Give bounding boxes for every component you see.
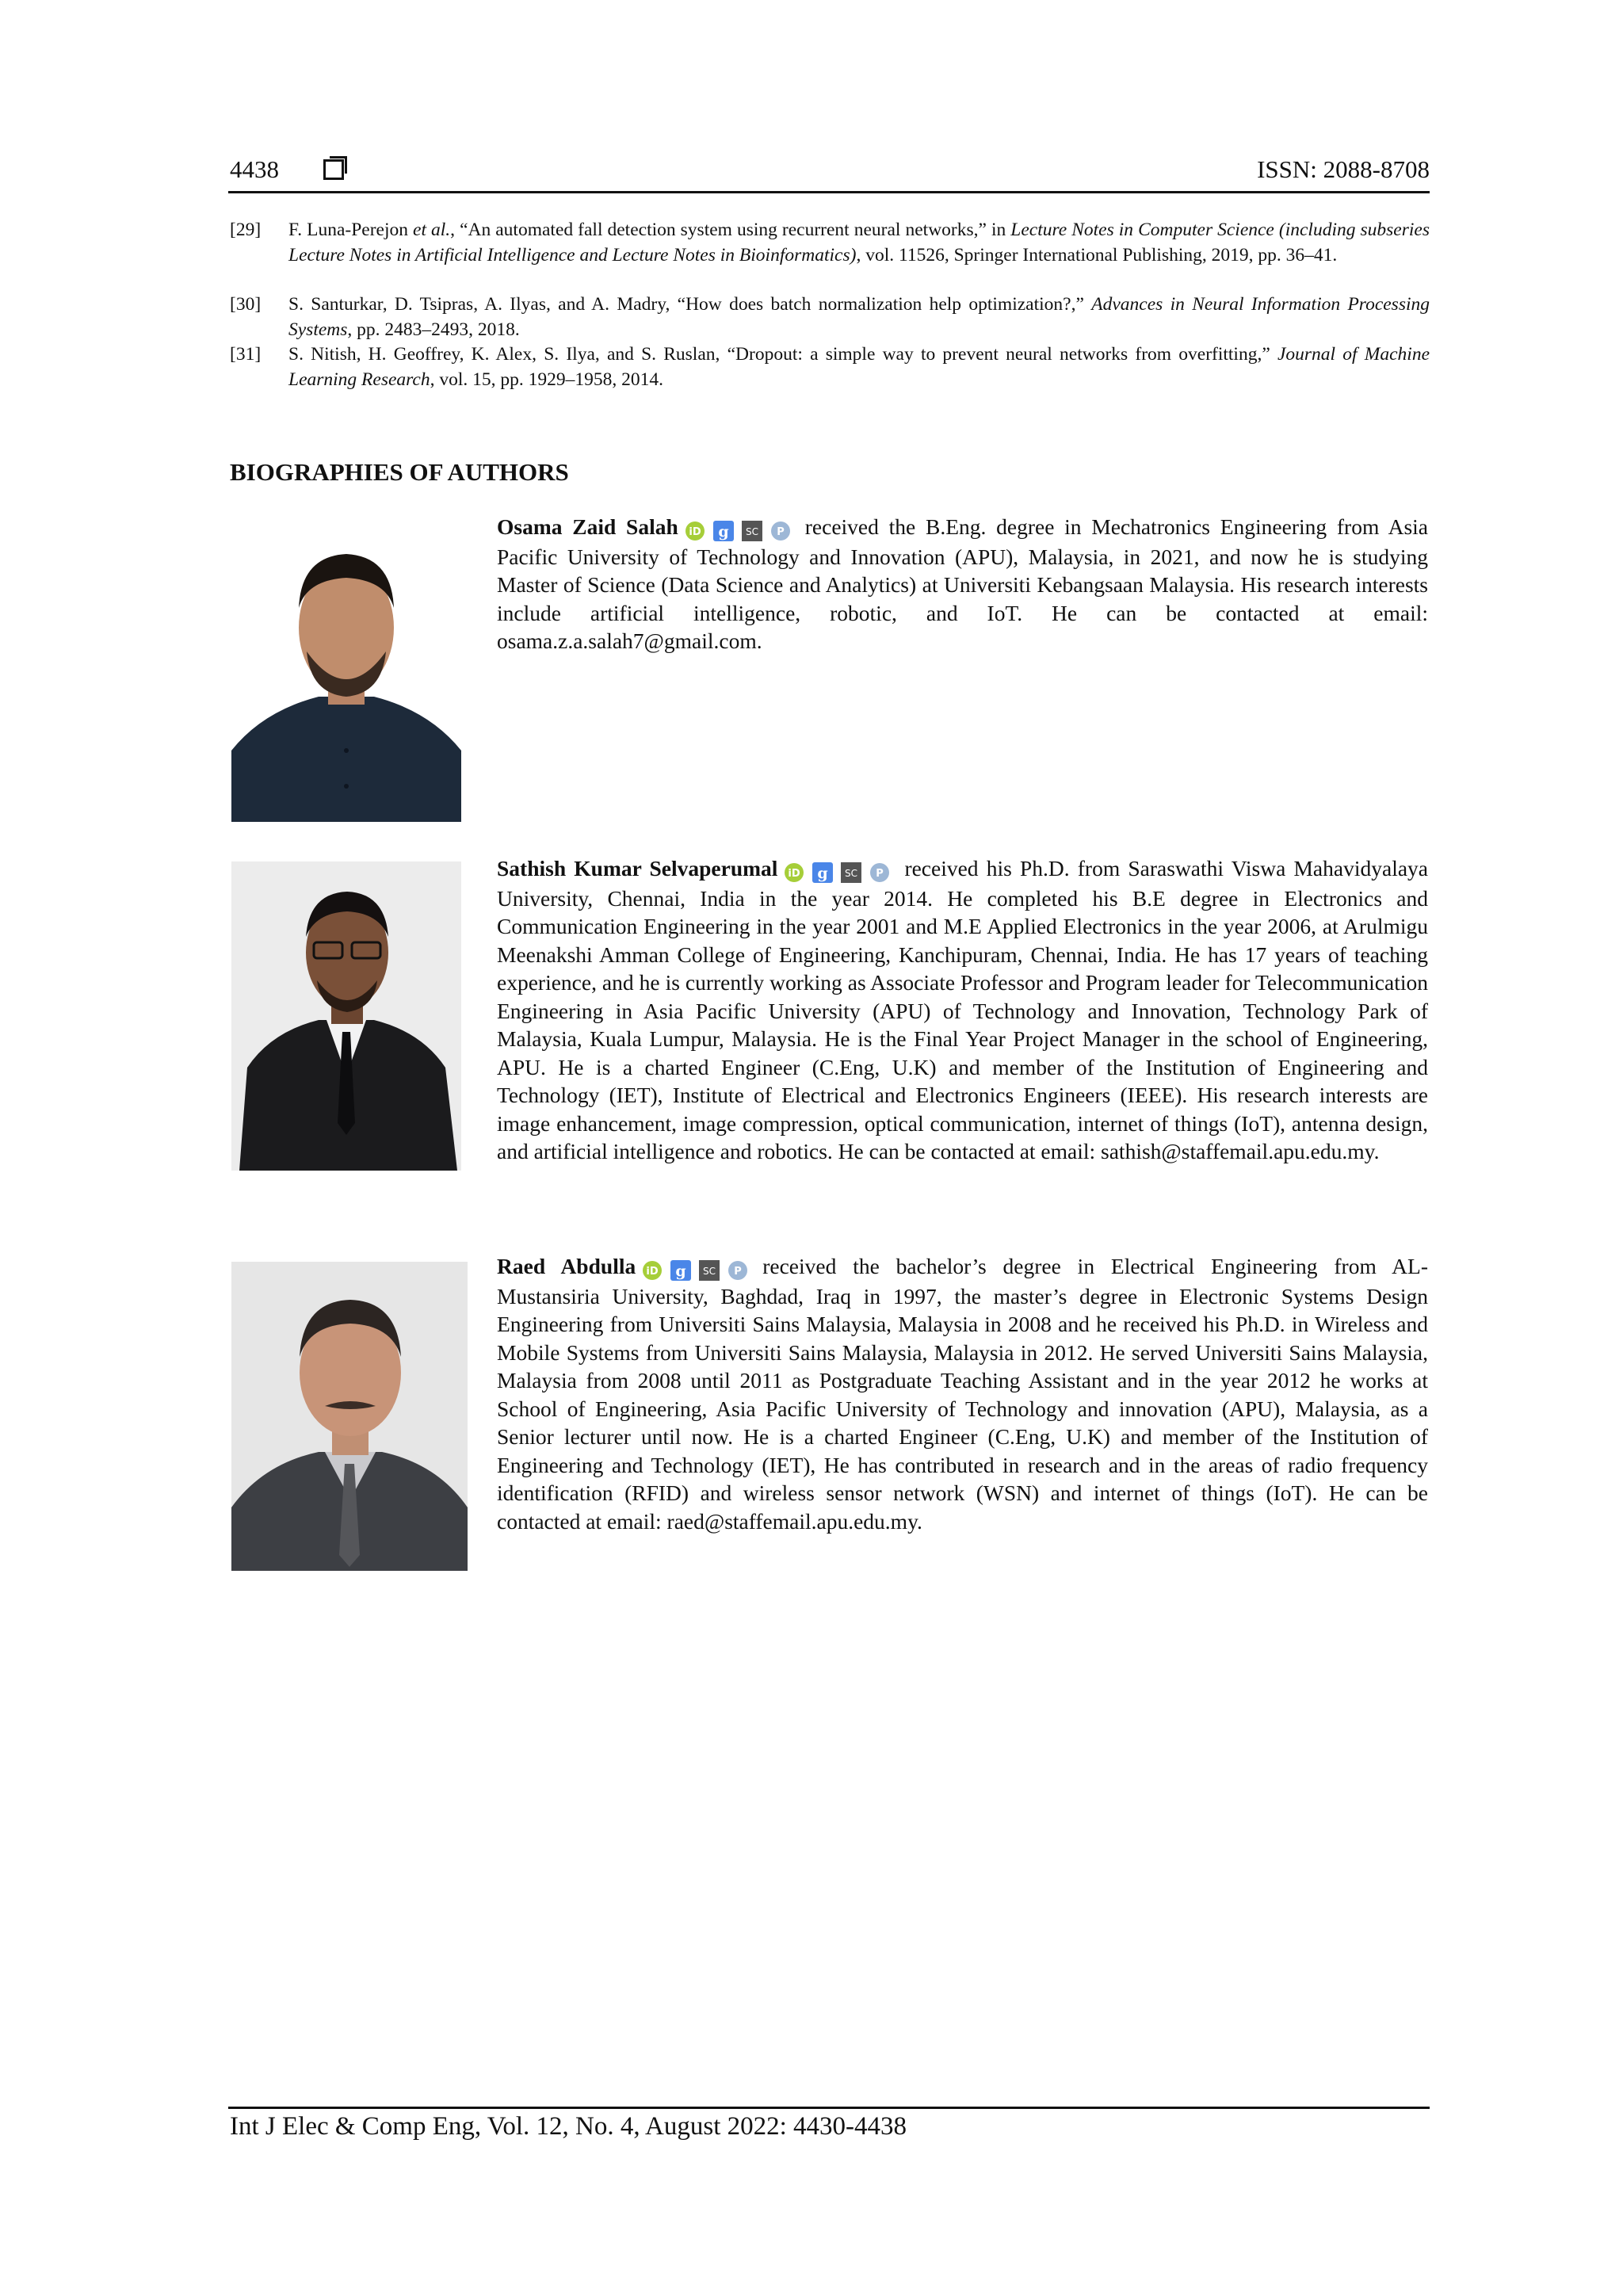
author-bio-text: received the B.Eng. degree in Mechatronics Engineering from Asia Pacific University of Technology and Innovation (APU), Malaysia, in 2021, and now he is studying Master of Science (Data Science and Analytics) at Universiti Kebangsaan Malaysia. His research interests include artificial intelligence, robotic, and IoT. He can be contacted at email: osama.z.a.salah7@gmail.com. [497, 514, 1428, 653]
svg-text:P: P [734, 1265, 742, 1278]
reference-number: [29] [230, 220, 262, 240]
svg-text:iD: iD [689, 525, 701, 538]
reference-venue: Lecture Notes in Computer Science (including subseries Lecture Notes in Artificial Intelligence and Lecture Notes in Bioinformatics) [288, 220, 1430, 266]
reference-number: [30] [230, 294, 262, 315]
reference-number: [31] [230, 344, 262, 365]
svg-text:SC: SC [845, 867, 858, 879]
reference-venue: Advances in Neural Information Processing Systems [288, 294, 1430, 340]
author-photo-raed [231, 1262, 468, 1571]
author-name: Raed Abdulla [497, 1254, 636, 1278]
author-photo-sathish [231, 861, 461, 1171]
scopus-icon[interactable] [841, 862, 861, 883]
svg-text:g: g [675, 1262, 686, 1280]
svg-text:iD: iD [646, 1265, 659, 1278]
scopus-icon[interactable] [742, 521, 762, 541]
author-bio-sathish [497, 854, 1428, 1166]
section-title: BIOGRAPHIES OF AUTHORS [230, 458, 569, 486]
reference-authors: S. Santurkar, D. Tsipras, A. Ilyas, and A. Madry, “How does batch normalization help optimization?,” [288, 294, 1092, 315]
publons-icon[interactable] [770, 521, 791, 541]
footer-citation: Int J Elec & Comp Eng, Vol. 12, No. 4, August 2022: 4430-4438 [230, 2112, 907, 2141]
reference-venue: Journal of Machine Learning Research [288, 344, 1430, 390]
reference-30 [230, 292, 1430, 342]
reference-details: , vol. 15, pp. 1929–1958, 2014. [430, 369, 664, 390]
reference-etal: et al. [413, 220, 451, 240]
issn: ISSN: 2088-8708 [1257, 155, 1430, 183]
svg-text:SC: SC [703, 1265, 716, 1277]
author-profile-icons [642, 1254, 756, 1282]
google-scholar-icon[interactable] [713, 521, 734, 541]
author-name: Osama Zaid Salah [497, 514, 678, 539]
reference-authors: F. Luna-Perejon [288, 220, 414, 240]
scopus-icon[interactable] [699, 1260, 720, 1281]
publons-icon[interactable] [869, 862, 890, 883]
author-photo-osama [231, 513, 461, 822]
author-bio-osama [497, 513, 1428, 655]
orcid-icon[interactable] [784, 862, 804, 883]
author-profile-icons [685, 514, 799, 543]
svg-text:P: P [876, 867, 884, 880]
footer-rule [228, 2107, 1430, 2109]
google-scholar-icon[interactable] [812, 862, 833, 883]
author-bio-raed [497, 1252, 1428, 1535]
reference-31 [230, 342, 1430, 392]
svg-text:g: g [718, 522, 729, 541]
svg-text:g: g [817, 864, 829, 882]
author-bio-text: received the bachelor’s degree in Electrical Engineering from AL-Mustansiria University, Baghdad, Iraq in 1997, the master’s degree in Electronic Systems Design Engineering from Universiti Sains Malaysia, Malaysia in 2008 and he received his Ph.D. in Wireless and Mobile Systems from Universiti Sains Malaysia, Malaysia in 2012. He served Universiti Sains Malaysia, Malaysia from 2008 until 2011 as Postgraduate Teaching Assistant and in the year 2012 he works at School of Engineering, Asia Pacific University of Technology and innovation (APU), Malaysia, as a Senior lecturer until now. He is a charted Engineer (C.Eng, U.K) and member of the Institution of Engineering and Technology (IET), He has contributed in research and in the areas of radio frequency identification (RFID) and wireless sensor network (WSN) and internet of things (IoT). He can be contacted at email: raed@staffemail.apu.edu.my. [497, 1254, 1428, 1534]
reference-details: , pp. 2483–2493, 2018. [347, 319, 520, 340]
reference-title: , “An automated fall detection system using recurrent neural networks,” in [450, 220, 1011, 240]
reference-29 [230, 218, 1430, 268]
orcid-icon[interactable] [642, 1260, 663, 1281]
author-name: Sathish Kumar Selvaperumal [497, 856, 778, 881]
author-profile-icons [784, 856, 898, 884]
header-rule [228, 191, 1430, 193]
publons-icon[interactable] [727, 1260, 748, 1281]
header-box-icon [323, 159, 344, 180]
svg-text:SC: SC [745, 525, 758, 537]
google-scholar-icon[interactable] [670, 1260, 691, 1281]
page-number: 4438 [230, 155, 279, 183]
svg-text:iD: iD [788, 867, 801, 880]
orcid-icon[interactable] [685, 521, 705, 541]
reference-details: , vol. 11526, Springer International Publishing, 2019, pp. 36–41. [856, 244, 1338, 266]
author-bio-text: received his Ph.D. from Saraswathi Viswa Mahavidyalaya University, Chennai, India in the year 2014. He completed his B.E degree in Electronics and Communication Engineering in the year 2001 and M.E Applied Electronics in the year 2006, at Arulmigu Meenakshi Amman College of Engineering, Kanchipuram, Chennai, India. He has 17 years of teaching experience, and he is currently working as Associate Professor and Program leader for Telecommunication Engineering in Asia Pacific University (APU) of Technology and Innovation, Technology Park of Malaysia, Kuala Lumpur, Malaysia. He is the Final Year Project Manager in the school of Engineering, APU. He is a charted Engineer (C.Eng, U.K) and member of the Institution of Engineering and Technology (IET), Institute of Electrical and Electronics Engineers (IEEE). His research interests are image enhancement, image compression, optical communication, internet of things (IoT), antenna design, and artificial intelligence and robotics. He can be contacted at email: sathish@staffemail.apu.edu.my. [497, 856, 1428, 1163]
reference-authors: S. Nitish, H. Geoffrey, K. Alex, S. Ilya, and S. Ruslan, “Dropout: a simple way to prevent neural networks from overfitting,” [288, 344, 1277, 365]
svg-text:P: P [777, 525, 785, 538]
